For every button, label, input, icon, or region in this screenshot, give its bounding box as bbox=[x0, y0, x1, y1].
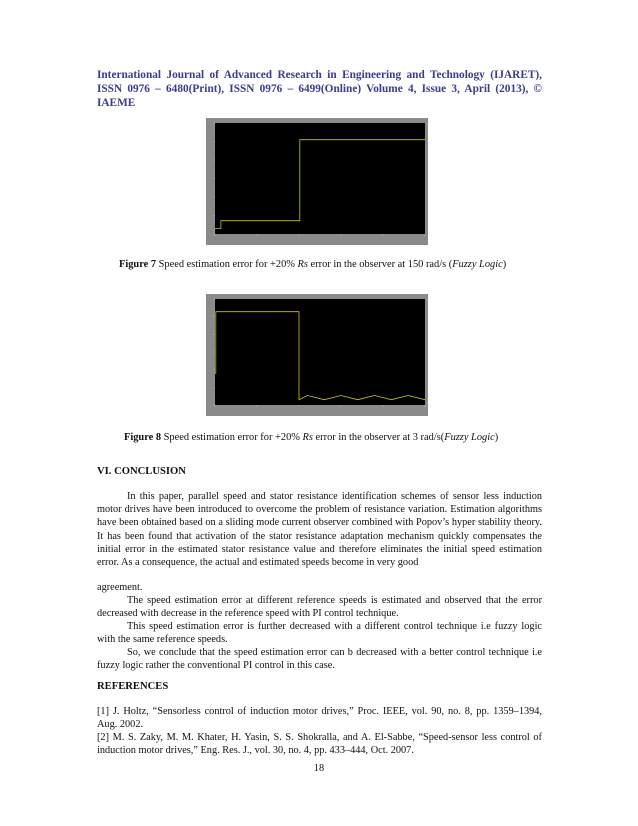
figure8-scope bbox=[206, 294, 428, 416]
conclusion-paragraph-1: In this paper, parallel speed and stator resistance identification schemes of sensor less induction motor drives have been introduced to overcome the problem of resistance variation. Estimation algorithms have been obtained based on a sliding mode current observer combined with Popov’s hyper stability theory. It has been found that activation of the stator resistance adaptation mechanism quickly compensates the initial error in the estimated stator resistance value and therefore eliminates the initial speed estimation error. As a consequence, the actual and estimated speeds become in very good bbox=[97, 491, 542, 569]
journal-header: International Journal of Advanced Research in Engineering and Technology (IJARET), ISSN 0976 – 6480(Print), ISSN 0976 – 6499(Online) Volume 4, Issue 3, April (2013), © IAEME bbox=[97, 69, 542, 109]
conclusion-heading: VI. CONCLUSION bbox=[97, 466, 186, 477]
figure8-caption-text2: error in the observer at 3 rad/s( bbox=[312, 432, 445, 443]
figure8-caption bbox=[124, 431, 498, 444]
figure7-caption-text2: error in the observer at 150 rad/s ( bbox=[307, 259, 453, 270]
figure7-scope bbox=[206, 118, 428, 245]
figure8-plot-area bbox=[215, 299, 425, 405]
reference-1: [1] J. Holtz, “Sensorless control of induction motor drives,” Proc. IEEE, vol. 90, no. 8, pp. 1359–1394, Aug. 2002. bbox=[97, 706, 542, 731]
references-heading: REFERENCES bbox=[97, 681, 169, 692]
figure7-caption-end: ) bbox=[502, 259, 507, 270]
figure8-plot bbox=[206, 294, 428, 416]
figure8-label: Figure 8 bbox=[124, 432, 162, 443]
figure7-caption-text: Speed estimation error for +20% bbox=[156, 259, 298, 270]
reference-2: [2] M. S. Zaky, M. M. Khater, H. Yasin, S. S. Shokralla, and A. El-Sabbe, “Speed-sensor less control of induction motor drives,” Eng. Res. J., vol. 30, no. 4, pp. 433–444, Oct. 2007. bbox=[97, 732, 542, 757]
figure7-caption bbox=[119, 258, 506, 271]
figure8-caption-end: ) bbox=[494, 432, 499, 443]
figure8-caption-symbol: Rs bbox=[302, 432, 313, 443]
conclusion-paragraph-3: This speed estimation error is further decreased with a different control technique i.e fuzzy logic with the same reference speeds. bbox=[97, 621, 542, 646]
conclusion-paragraph-1-tail: agreement. bbox=[97, 582, 143, 593]
conclusion-paragraph-2: The speed estimation error at different reference speeds is estimated and observed that the error decreased with decrease in the reference speed with PI control technique. bbox=[97, 595, 542, 620]
page-number: 18 bbox=[313, 763, 325, 774]
figure8-caption-text: Speed estimation error for +20% bbox=[161, 432, 303, 443]
figure7-plot bbox=[206, 118, 428, 245]
figure7-caption-symbol: Rs bbox=[297, 259, 308, 270]
figure7-caption-method: Fuzzy Logic bbox=[452, 259, 503, 270]
figure7-label: Figure 7 bbox=[119, 259, 157, 270]
conclusion-paragraph-4: So, we conclude that the speed estimation error can b decreased with a better control technique i.e fuzzy logic rather the conventional PI control in this case. bbox=[97, 647, 542, 672]
figure8-caption-method: Fuzzy Logic bbox=[444, 432, 495, 443]
